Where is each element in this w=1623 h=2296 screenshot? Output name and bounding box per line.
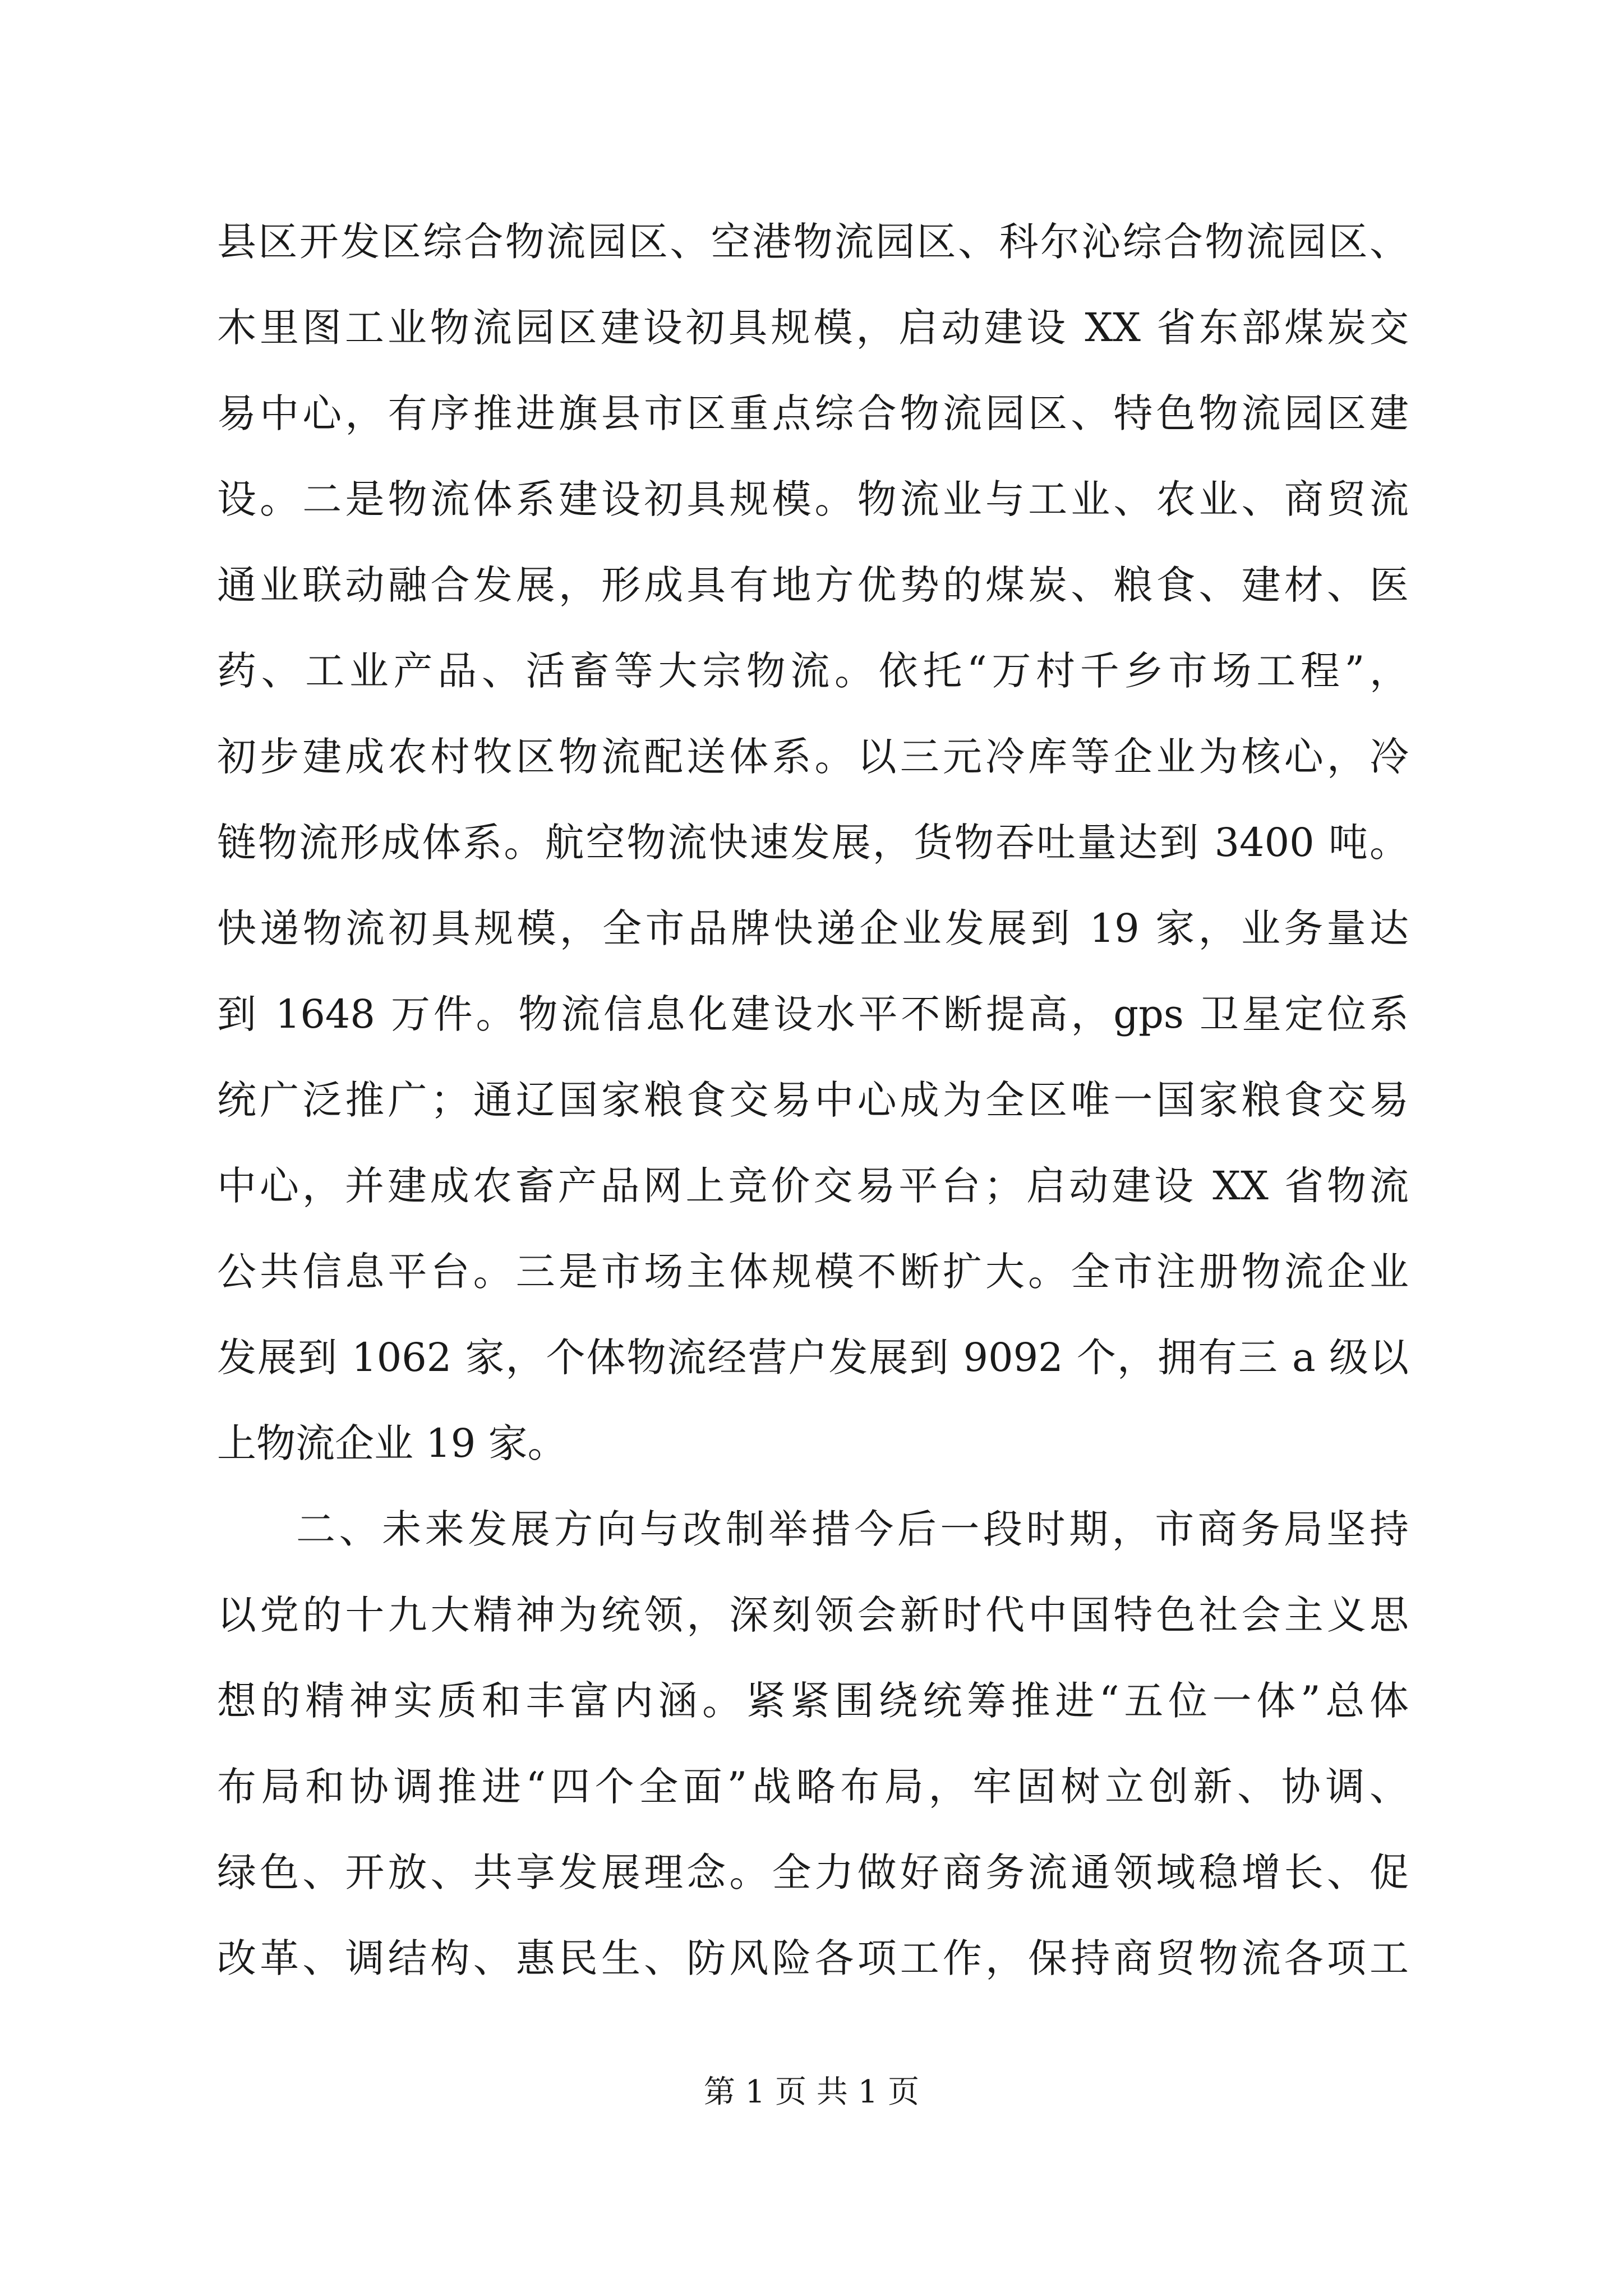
paragraph-2-line-6: 改革、调结构、惠民生、防风险各项工作，保持商贸物流各项工 — [217, 1935, 1409, 1981]
paragraph-1-line-11: 统广泛推广；通辽国家粮食交易中心成为全区唯一国家粮食交易 — [217, 1077, 1409, 1123]
paragraph-1-line-9: 快递物流初具规模，全市品牌快递企业发展到 19 家，业务量达 — [217, 905, 1409, 951]
document-body — [217, 199, 1409, 2001]
paragraph-1-line-5: 通业联动融合发展，形成具有地方优势的煤炭、粮食、建材、医 — [217, 562, 1409, 608]
paragraph-1-line-15: 上物流企业 19 家。 — [217, 1420, 567, 1466]
paragraph-1-line-2: 木里图工业物流园区建设初具规模，启动建设 XX 省东部煤炭交 — [217, 305, 1409, 351]
paragraph-1-line-8: 链物流形成体系。航空物流快速发展，货物吞吐量达到 3400 吨。 — [217, 820, 1409, 866]
paragraph-1-line-13: 公共信息平台。三是市场主体规模不断扩大。全市注册物流企业 — [217, 1249, 1409, 1295]
paragraph-2-line-3: 想的精神实质和丰富内涵。紧紧围绕统筹推进“五位一体”总体 — [217, 1678, 1409, 1724]
paragraph-1-line-4: 设。二是物流体系建设初具规模。物流业与工业、农业、商贸流 — [217, 476, 1409, 522]
paragraph-2-line-2: 以党的十九大精神为统领，深刻领会新时代中国特色社会主义思 — [217, 1592, 1409, 1638]
paragraph-1-line-6: 药、工业产品、活畜等大宗物流。依托“万村千乡市场工程”， — [217, 648, 1409, 694]
paragraph-1-line-14: 发展到 1062 家，个体物流经营户发展到 9092 个，拥有三 a 级以 — [217, 1335, 1409, 1381]
paragraph-1-line-10: 到 1648 万件。物流信息化建设水平不断提高，gps 卫星定位系 — [217, 991, 1409, 1037]
paragraph-2-line-1: 二、未来发展方向与改制举措今后一段时期，市商务局坚持 — [296, 1506, 1409, 1552]
paragraph-1-line-3: 易中心，有序推进旗县市区重点综合物流园区、特色物流园区建 — [217, 390, 1409, 436]
page-footer — [0, 2073, 1623, 2112]
page-number-label: 第 1 页 共 1 页 — [703, 2074, 920, 2110]
paragraph-2-line-4: 布局和协调推进“四个全面”战略布局，牢固树立创新、协调、 — [217, 1764, 1409, 1810]
paragraph-2-line-5: 绿色、开放、共享发展理念。全力做好商务流通领域稳增长、促 — [217, 1849, 1409, 1895]
paragraph-1-line-7: 初步建成农村牧区物流配送体系。以三元冷库等企业为核心，冷 — [217, 734, 1409, 780]
paragraph-1-line-1: 县区开发区综合物流园区、空港物流园区、科尔沁综合物流园区、 — [217, 219, 1409, 265]
paragraph-1-line-12: 中心，并建成农畜产品网上竞价交易平台；启动建设 XX 省物流 — [217, 1163, 1409, 1209]
